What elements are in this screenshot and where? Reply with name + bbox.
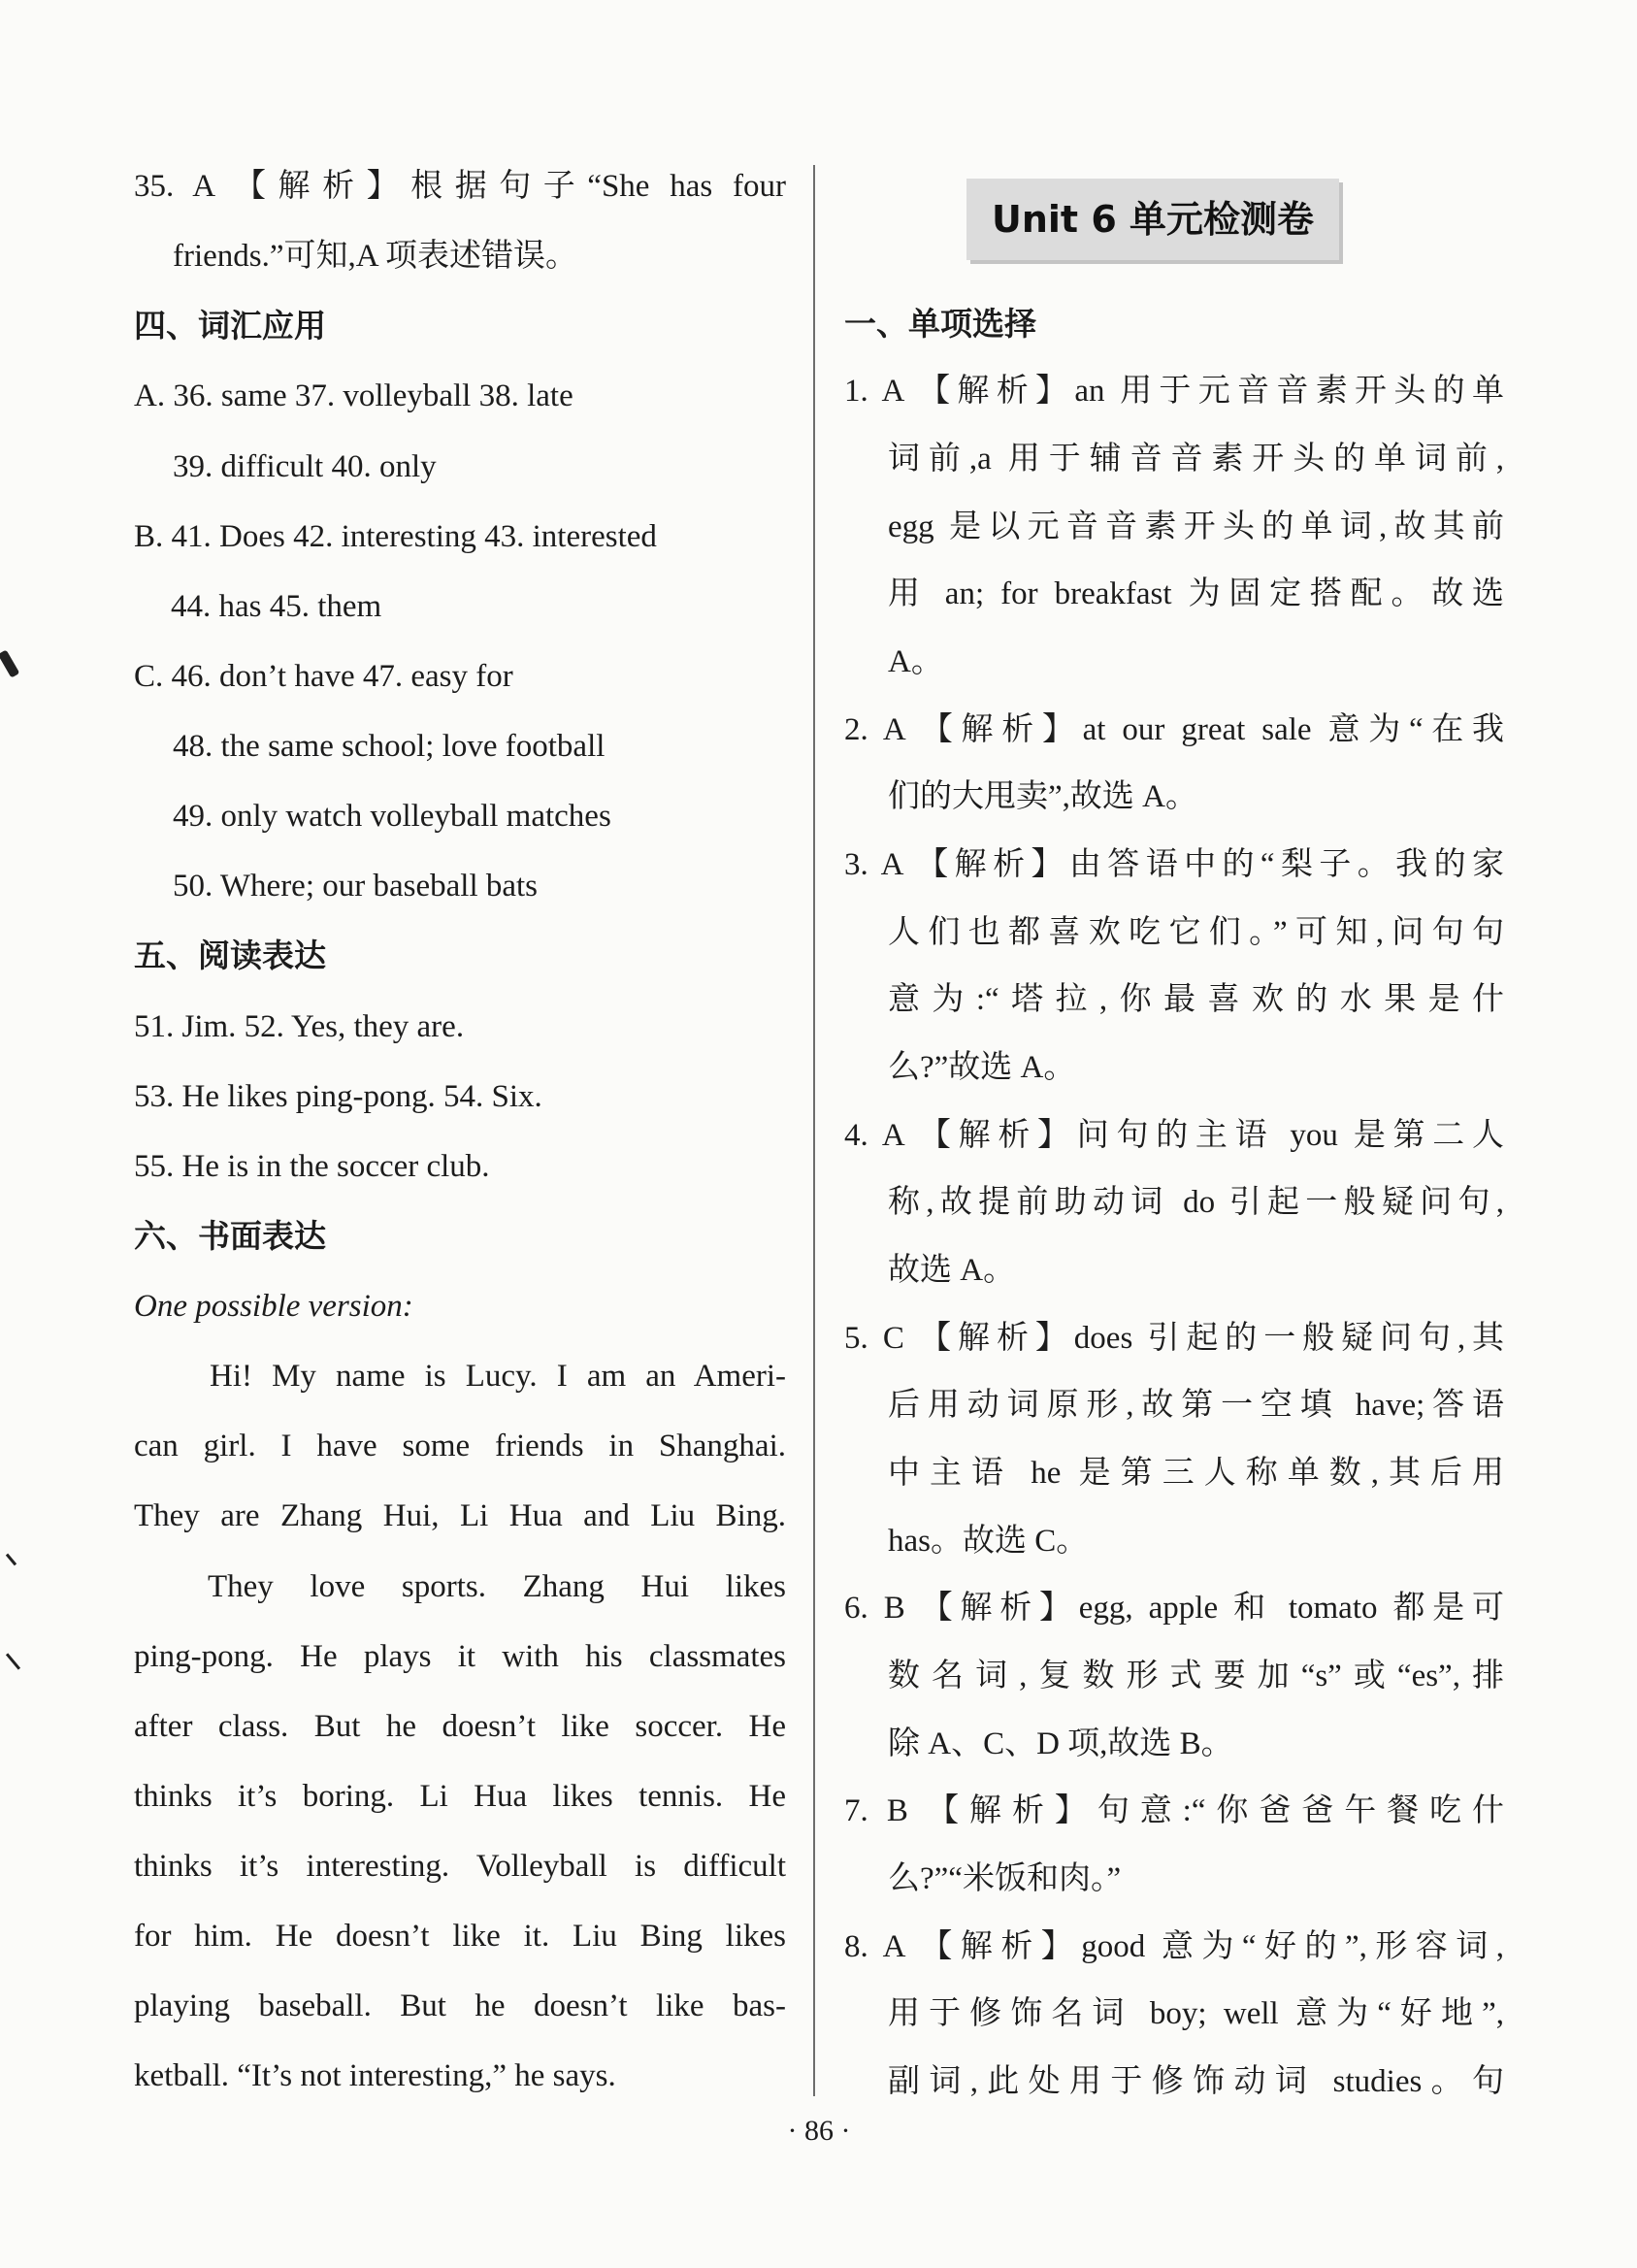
answer-line: A。 — [888, 644, 943, 679]
answer-line: 2. A 【解析】at our great sale 意为“在我 — [844, 712, 1504, 747]
vocab-c-line-4: 50. Where; our baseball bats — [173, 869, 539, 904]
reading-answer-line-1: 51. Jim. 52. Yes, they are. — [134, 1009, 465, 1044]
reading-answer-line-3: 55. He is in the soccer club. — [134, 1149, 490, 1184]
answer-line: 副词,此处用于修饰动词 studies。句 — [888, 2064, 1504, 2099]
answer-line: 么?”故选 A。 — [888, 1050, 1076, 1085]
answer-line: 4. A 【解析】问句的主语 you 是第二人 — [844, 1118, 1504, 1153]
answer-line: 6. B 【解析】egg, apple 和 tomato 都是可 — [844, 1591, 1504, 1626]
answer-line: 称,故提前助动词 do 引起一般疑问句, — [888, 1185, 1504, 1220]
answer-line: 数名词,复数形式要加“s”或“es”,排 — [888, 1659, 1504, 1693]
answer-line: 8. A 【解析】good 意为“好的”,形容词, — [844, 1929, 1504, 1964]
answer-line: 人们也都喜欢吃它们。”可知,问句句 — [888, 915, 1504, 950]
answer-line: 除 A、C、D 项,故选 B。 — [888, 1726, 1233, 1761]
unit-title-banner: Unit 6 单元检测卷 — [966, 179, 1339, 260]
essay-line: ketball. “It’s not interesting,” he says. — [134, 2058, 616, 2093]
essay-line: They are Zhang Hui, Li Hua and Liu Bing. — [134, 1498, 786, 1533]
essay-line: They love sports. Zhang Hui likes — [208, 1569, 786, 1604]
answer-line: 5. C 【解析】does 引起的一般疑问句,其 — [844, 1321, 1504, 1356]
answer-line: 1. A 【解析】an 用于元音音素开头的单 — [844, 374, 1504, 409]
answer-line: 用于修饰名词 boy; well 意为“好地”, — [888, 1996, 1504, 2031]
answer-line: 中主语 he 是第三人称单数,其后用 — [888, 1456, 1504, 1491]
scan-mark — [6, 1554, 16, 1566]
section-4-heading: 四、词汇应用 — [134, 307, 326, 345]
vocab-a-line-1: A. 36. same 37. volleyball 38. late — [134, 378, 573, 413]
vocab-b-line-2: 44. has 45. them — [171, 589, 382, 624]
essay-line: can girl. I have some friends in Shanghai. — [134, 1429, 786, 1463]
answer-line: egg 是以元音音素开头的单词,故其前 — [888, 509, 1504, 544]
answer-line: 意为:“塔拉,你最喜欢的水果是什 — [888, 982, 1504, 1017]
section-5-heading: 五、阅读表达 — [134, 937, 326, 974]
essay-line: ping-pong. He plays it with his classmates — [134, 1639, 786, 1674]
answer-line: 们的大甩卖”,故选 A。 — [888, 779, 1197, 814]
column-divider — [813, 165, 815, 2096]
essay-line: for him. He doesn’t like it. Liu Bing likes — [134, 1919, 786, 1954]
section-1-heading: 一、单项选择 — [844, 305, 1036, 343]
essay-line: playing baseball. But he doesn’t like bas- — [134, 1989, 786, 2023]
answer-line: 用 an; for breakfast 为固定搭配。故选 — [888, 576, 1504, 611]
version-label: One possible version: — [134, 1289, 413, 1324]
essay-line: thinks it’s boring. Li Hua likes tennis. He — [134, 1779, 786, 1814]
answer-line: 故选 A。 — [888, 1253, 1016, 1288]
answer-35-line-2: friends.”可知,A 项表述错误。 — [173, 239, 578, 274]
vocab-c-line-3: 49. only watch volleyball matches — [173, 799, 611, 834]
scan-mark — [0, 649, 19, 677]
answer-35-line-1: 35. A 【解析】根据句子“She has four — [134, 169, 786, 204]
section-6-heading: 六、书面表达 — [134, 1217, 326, 1255]
answer-line: 3. A 【解析】由答语中的“梨子。我的家 — [844, 847, 1504, 882]
essay-line: after class. But he doesn’t like soccer. He — [134, 1709, 786, 1744]
answer-line: has。故选 C。 — [888, 1524, 1089, 1559]
vocab-c-line-2: 48. the same school; love football — [173, 729, 606, 764]
page-number: · 86 · — [787, 2115, 851, 2147]
essay-line: thinks it’s interesting. Volleyball is difficult — [134, 1849, 786, 1884]
reading-answer-line-2: 53. He likes ping-pong. 54. Six. — [134, 1079, 542, 1114]
scan-mark — [6, 1653, 20, 1669]
answer-line: 词前,a 用于辅音音素开头的单词前, — [888, 442, 1504, 477]
vocab-a-line-2: 39. difficult 40. only — [173, 449, 437, 484]
answer-line: 7. B 【解析】句意:“你爸爸午餐吃什 — [844, 1793, 1504, 1828]
answer-line: 么?”“米饭和肉。” — [888, 1861, 1122, 1896]
essay-line: Hi! My name is Lucy. I am an Ameri- — [210, 1359, 786, 1394]
answer-line: 后用动词原形,故第一空填 have;答语 — [888, 1388, 1504, 1423]
vocab-c-line-1: C. 46. don’t have 47. easy for — [134, 659, 513, 694]
vocab-b-line-1: B. 41. Does 42. interesting 43. interested — [134, 519, 657, 554]
